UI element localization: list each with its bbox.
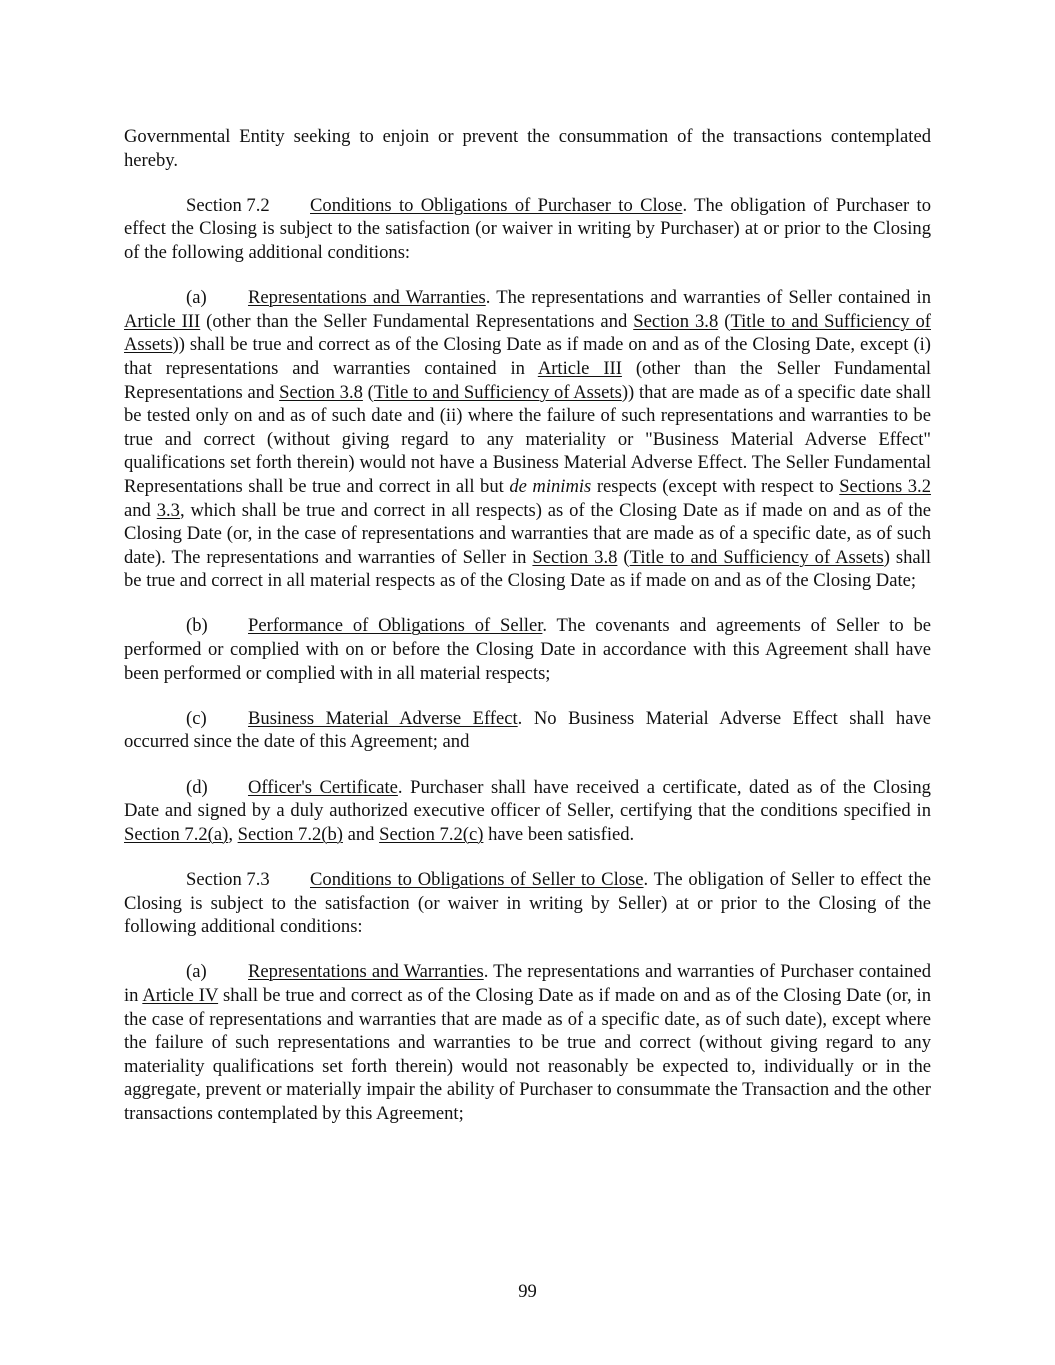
body-text: . The obligation of Purchaser to effect the Closing is subject to the satisfaction (or waiver in writing by Purchaser) at or prior to the Closing of the following additional conditions: [124, 194, 931, 263]
page-number: 99 [518, 1281, 537, 1302]
underlined-reference: Section 3.8 [532, 546, 618, 568]
underlined-reference: Article IV [142, 984, 219, 1006]
body-text: . The covenants and agreements of Seller to be performed or complied with on or before the Closing Date in accordance with this Agreement shall have been performed or complied with in all material respects; [124, 615, 931, 684]
underlined-reference: Section 7.2(b) [237, 823, 343, 845]
document-body [124, 125, 931, 1147]
underlined-reference: Representations and Warranties [248, 287, 486, 309]
body-text: . Purchaser shall have received a certificate, dated as of the Closing Date and signed by a duly authorized executive officer of Seller, certifying that the conditions specified in [124, 776, 931, 822]
body-text: ( [362, 381, 374, 403]
subsection-label: (a) [186, 961, 207, 983]
body-text: ( [718, 310, 731, 332]
underlined-reference: Section 7.2(a) [124, 823, 229, 845]
underlined-reference: Business Material Adverse Effect [248, 707, 518, 729]
subsection-label: (c) [186, 707, 207, 729]
underlined-reference: Section 7.2(c) [379, 823, 484, 845]
underlined-reference: Performance of Obligations of Seller [248, 615, 543, 637]
body-text: . No Business Material Adverse Effect shall have occurred since the date of this Agreement; and [124, 707, 931, 753]
subsection-paragraph [124, 286, 931, 593]
subsection-label: (d) [186, 776, 208, 798]
section-number: Section 7.2 [186, 194, 270, 216]
underlined-reference: Section 3.8 [633, 310, 719, 332]
underlined-reference: Title to and Sufficiency of Assets [124, 310, 931, 356]
underlined-reference: Representations and Warranties [248, 961, 484, 983]
body-text: ( [617, 546, 630, 568]
body-text: and [342, 823, 380, 845]
body-text: . The representations and warranties of Seller contained in [485, 287, 932, 309]
underlined-reference: 3.3 [156, 499, 180, 521]
body-text: . The obligation of Seller to effect the Closing is subject to the satisfaction (or waiver in writing by Seller) at or prior to the Closing of the following additional conditions: [124, 869, 931, 938]
underlined-reference: Conditions to Obligations of Purchaser to Close [310, 194, 683, 216]
body-text: , [228, 823, 238, 845]
underlined-reference: Article III [537, 357, 622, 379]
body-text: (other than the Seller Fundamental Representations and [200, 310, 634, 332]
underlined-reference: Article III [124, 310, 201, 332]
body-text: . The representations and warranties of Purchaser contained in [124, 961, 932, 1006]
subsection-paragraph [124, 960, 931, 1125]
subsection-label: (b) [186, 615, 208, 637]
italic-text: de minimis [509, 475, 592, 497]
underlined-reference: Section 3.8 [279, 381, 363, 403]
body-text: and [124, 499, 157, 521]
section-number: Section 7.3 [186, 869, 270, 890]
body-text: )) that are made as of a specific date shall be tested only on and as of such date and (ii) where the failure of such representations and warranties to be true and correct (without giving regard to any materiality or "Business Material Adverse Effect" qualifications set forth therein) would not have a Business Material Adverse Effect. The Seller Fundamental Representations shall be true and correct in all but [124, 381, 931, 497]
body-text: shall be true and correct as of the Closing Date as if made on and as of the Closing Date (or, in the case of representations and warranties that are made as of a specific date, as of such date), except where the failure of such representations and warranties to be true and correct (without giving regard to any materiality qualifications set forth therein) would not reasonably be expected to, individually or in the aggregate, prevent or materially impair the ability of Purchaser to consummate the Transaction and the other transactions contemplated by this Agreement; [124, 984, 932, 1124]
body-text: respects (except with respect to [591, 475, 840, 497]
subsection-paragraph [124, 776, 931, 847]
subsection-paragraph [124, 614, 931, 685]
section-paragraph [124, 868, 931, 939]
body-text: Governmental Entity seeking to enjoin or prevent the consummation of the transactions contemplated hereby. [124, 126, 931, 171]
subsection-label: (a) [186, 287, 207, 309]
body-text: , which shall be true and correct in all respects) as of the Closing Date as if made on and as of the Closing Date (or, in the case of representations and warranties that are made as of a specific date, as of such date). The representations and warranties of Seller in [124, 499, 932, 568]
underlined-reference: Title to and Sufficiency of Assets [373, 381, 622, 403]
body-text: have been satisfied. [483, 823, 635, 845]
body-text: )) shall be true and correct as of the Closing Date as if made on and as of the Closing Date, except (i) that representations and warranties contained in [124, 334, 931, 379]
subsection-paragraph [124, 707, 931, 754]
underlined-reference: Sections 3.2 [839, 475, 931, 497]
underlined-reference: Officer's Certificate [248, 776, 398, 798]
body-text: (other than the Seller Fundamental Representations and [124, 357, 931, 403]
underlined-reference: Conditions to Obligations of Seller to Close [310, 869, 644, 890]
continuation-paragraph [124, 125, 931, 172]
body-text: ) shall be true and correct in all material respects as of the Closing Date as if made on and as of the Closing Date; [124, 546, 931, 592]
section-paragraph [124, 194, 931, 265]
underlined-reference: Title to and Sufficiency of Assets [629, 546, 884, 568]
